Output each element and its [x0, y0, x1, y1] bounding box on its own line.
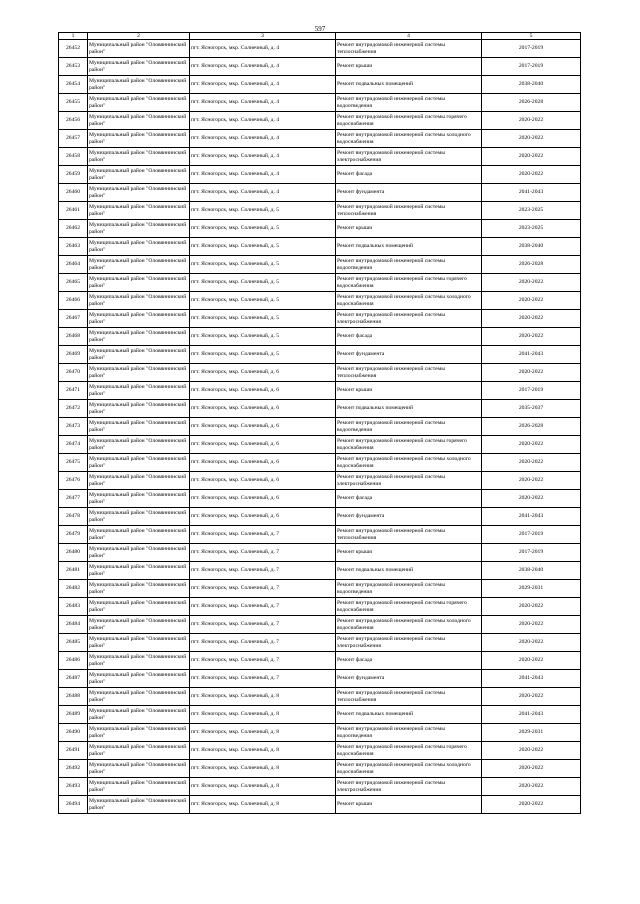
work-type-cell: Ремонт фундамента: [336, 184, 482, 202]
table-row: [59, 706, 581, 724]
work-type-cell: Ремонт внутридомовой инженерной системы холодного водоснабжения: [336, 292, 482, 310]
table-row: [59, 634, 581, 652]
period-cell: 2017-2019: [482, 40, 581, 58]
address-cell: пгт. Ясногорск, мкр. Солнечный, д. 5: [190, 346, 336, 364]
table-row: [59, 40, 581, 58]
table-row: [59, 202, 581, 220]
table-row: [59, 112, 581, 130]
table-row: [59, 58, 581, 76]
table-row: [59, 184, 581, 202]
address-cell: пгт. Ясногорск, мкр. Солнечный, д. 4: [190, 112, 336, 130]
table-row: [59, 562, 581, 580]
work-type-cell: Ремонт внутридомовой инженерной системы электроснабжения: [336, 148, 482, 166]
row-number: 26493: [59, 778, 88, 796]
table-row: [59, 760, 581, 778]
municipality-cell: Муниципальный район "Оловяннинский район": [88, 184, 190, 202]
address-cell: пгт. Ясногорск, мкр. Солнечный, д. 7: [190, 652, 336, 670]
period-cell: 2017-2019: [482, 382, 581, 400]
address-cell: пгт. Ясногорск, мкр. Солнечный, д. 8: [190, 796, 336, 814]
table-row: [59, 328, 581, 346]
municipality-cell: Муниципальный район "Оловяннинский район": [88, 544, 190, 562]
municipality-cell: Муниципальный район "Оловяннинский район": [88, 670, 190, 688]
table-row: [59, 274, 581, 292]
work-type-cell: Ремонт внутридомовой инженерной системы водоотведения: [336, 94, 482, 112]
work-type-cell: Ремонт внутридомовой инженерной системы электроснабжения: [336, 778, 482, 796]
table-row: [59, 526, 581, 544]
row-number: 26458: [59, 148, 88, 166]
municipality-cell: Муниципальный район "Оловяннинский район": [88, 364, 190, 382]
row-number: 26485: [59, 634, 88, 652]
period-cell: 2041-2043: [482, 346, 581, 364]
row-number: 26471: [59, 382, 88, 400]
municipality-cell: Муниципальный район "Оловяннинский район": [88, 400, 190, 418]
row-number: 26476: [59, 472, 88, 490]
work-type-cell: Ремонт подвальных помещений: [336, 76, 482, 94]
work-type-cell: Ремонт фасада: [336, 166, 482, 184]
address-cell: пгт. Ясногорск, мкр. Солнечный, д. 8: [190, 706, 336, 724]
work-type-cell: Ремонт фундамента: [336, 346, 482, 364]
address-cell: пгт. Ясногорск, мкр. Солнечный, д. 6: [190, 436, 336, 454]
work-type-cell: Ремонт подвальных помещений: [336, 400, 482, 418]
table-row: [59, 688, 581, 706]
row-number: 26487: [59, 670, 88, 688]
row-number: 26489: [59, 706, 88, 724]
work-type-cell: Ремонт внутридомовой инженерной системы водоотведения: [336, 580, 482, 598]
table-row: [59, 148, 581, 166]
address-cell: пгт. Ясногорск, мкр. Солнечный, д. 8: [190, 724, 336, 742]
row-number: 26472: [59, 400, 88, 418]
address-cell: пгт. Ясногорск, мкр. Солнечный, д. 6: [190, 454, 336, 472]
municipality-cell: Муниципальный район "Оловяннинский район": [88, 112, 190, 130]
address-cell: пгт. Ясногорск, мкр. Солнечный, д. 4: [190, 94, 336, 112]
address-cell: пгт. Ясногорск, мкр. Солнечный, д. 6: [190, 490, 336, 508]
period-cell: 2026-2028: [482, 418, 581, 436]
row-number: 26457: [59, 130, 88, 148]
table-row: [59, 778, 581, 796]
column-number-row: [59, 33, 581, 40]
period-cell: 2020-2022: [482, 490, 581, 508]
row-number: 26477: [59, 490, 88, 508]
row-number: 26474: [59, 436, 88, 454]
table-row: [59, 544, 581, 562]
work-type-cell: Ремонт внутридомовой инженерной системы холодного водоснабжения: [336, 454, 482, 472]
row-number: 26494: [59, 796, 88, 814]
table-row: [59, 238, 581, 256]
address-cell: пгт. Ясногорск, мкр. Солнечный, д. 5: [190, 292, 336, 310]
address-cell: пгт. Ясногорск, мкр. Солнечный, д. 5: [190, 202, 336, 220]
municipality-cell: Муниципальный район "Оловяннинский район": [88, 274, 190, 292]
municipality-cell: Муниципальный район "Оловяннинский район": [88, 598, 190, 616]
column-header: 5: [482, 33, 581, 40]
row-number: 26465: [59, 274, 88, 292]
row-number: 26453: [59, 58, 88, 76]
work-type-cell: Ремонт внутридомовой инженерной системы электроснабжения: [336, 310, 482, 328]
work-type-cell: Ремонт крыши: [336, 220, 482, 238]
work-type-cell: Ремонт внутридомовой инженерной системы горячего водоснабжения: [336, 112, 482, 130]
work-type-cell: Ремонт фундамента: [336, 670, 482, 688]
table-row: [59, 742, 581, 760]
municipality-cell: Муниципальный район "Оловяннинский район": [88, 94, 190, 112]
row-number: 26452: [59, 40, 88, 58]
row-number: 26466: [59, 292, 88, 310]
municipality-cell: Муниципальный район "Оловяннинский район": [88, 742, 190, 760]
period-cell: 2020-2022: [482, 796, 581, 814]
period-cell: 2020-2022: [482, 130, 581, 148]
address-cell: пгт. Ясногорск, мкр. Солнечный, д. 7: [190, 562, 336, 580]
row-number: 26488: [59, 688, 88, 706]
address-cell: пгт. Ясногорск, мкр. Солнечный, д. 4: [190, 184, 336, 202]
municipality-cell: Муниципальный район "Оловяннинский район": [88, 220, 190, 238]
table-row: [59, 292, 581, 310]
period-cell: 2020-2022: [482, 274, 581, 292]
period-cell: 2020-2022: [482, 310, 581, 328]
table-row: [59, 364, 581, 382]
row-number: 26455: [59, 94, 88, 112]
work-type-cell: Ремонт внутридомовой инженерной системы холодного водоснабжения: [336, 616, 482, 634]
address-cell: пгт. Ясногорск, мкр. Солнечный, д. 5: [190, 310, 336, 328]
municipality-cell: Муниципальный район "Оловяннинский район": [88, 760, 190, 778]
address-cell: пгт. Ясногорск, мкр. Солнечный, д. 6: [190, 364, 336, 382]
work-type-cell: Ремонт крыши: [336, 58, 482, 76]
table-row: [59, 796, 581, 814]
municipality-cell: Муниципальный район "Оловяннинский район": [88, 58, 190, 76]
period-cell: 2035-2037: [482, 400, 581, 418]
municipality-cell: Муниципальный район "Оловяннинский район": [88, 778, 190, 796]
municipality-cell: Муниципальный район "Оловяннинский район": [88, 238, 190, 256]
address-cell: пгт. Ясногорск, мкр. Солнечный, д. 7: [190, 544, 336, 562]
municipality-cell: Муниципальный район "Оловяннинский район": [88, 562, 190, 580]
work-type-cell: Ремонт внутридомовой инженерной системы водоотведения: [336, 724, 482, 742]
period-cell: 2020-2022: [482, 778, 581, 796]
work-type-cell: Ремонт внутридомовой инженерной системы холодного водоснабжения: [336, 760, 482, 778]
work-type-cell: Ремонт внутридомовой инженерной системы электроснабжения: [336, 634, 482, 652]
period-cell: 2020-2022: [482, 364, 581, 382]
municipality-cell: Муниципальный район "Оловяннинский район": [88, 454, 190, 472]
period-cell: 2020-2022: [482, 652, 581, 670]
period-cell: 2038-2040: [482, 238, 581, 256]
municipality-cell: Муниципальный район "Оловяннинский район": [88, 580, 190, 598]
column-header: 4: [336, 33, 482, 40]
table-row: [59, 490, 581, 508]
row-number: 26478: [59, 508, 88, 526]
row-number: 26475: [59, 454, 88, 472]
table-row: [59, 220, 581, 238]
work-type-cell: Ремонт внутридомовой инженерной системы водоотведения: [336, 418, 482, 436]
work-type-cell: Ремонт фасада: [336, 490, 482, 508]
address-cell: пгт. Ясногорск, мкр. Солнечный, д. 4: [190, 58, 336, 76]
work-type-cell: Ремонт фасада: [336, 652, 482, 670]
municipality-cell: Муниципальный район "Оловяннинский район": [88, 346, 190, 364]
column-header: 1: [59, 33, 88, 40]
period-cell: 2038-2040: [482, 76, 581, 94]
municipality-cell: Муниципальный район "Оловяннинский район": [88, 688, 190, 706]
table-row: [59, 580, 581, 598]
address-cell: пгт. Ясногорск, мкр. Солнечный, д. 7: [190, 526, 336, 544]
municipality-cell: Муниципальный район "Оловяннинский район": [88, 418, 190, 436]
table-row: [59, 670, 581, 688]
municipality-cell: Муниципальный район "Оловяннинский район": [88, 724, 190, 742]
period-cell: 2020-2022: [482, 760, 581, 778]
table-row: [59, 508, 581, 526]
table-row: [59, 382, 581, 400]
municipality-cell: Муниципальный район "Оловяннинский район": [88, 706, 190, 724]
row-number: 26492: [59, 760, 88, 778]
row-number: 26456: [59, 112, 88, 130]
column-header: 3: [190, 33, 336, 40]
address-cell: пгт. Ясногорск, мкр. Солнечный, д. 7: [190, 616, 336, 634]
address-cell: пгт. Ясногорск, мкр. Солнечный, д. 7: [190, 634, 336, 652]
table-row: [59, 310, 581, 328]
address-cell: пгт. Ясногорск, мкр. Солнечный, д. 5: [190, 256, 336, 274]
period-cell: 2020-2022: [482, 616, 581, 634]
municipality-cell: Муниципальный район "Оловяннинский район": [88, 472, 190, 490]
municipality-cell: Муниципальный район "Оловяннинский район": [88, 490, 190, 508]
page-number: 597: [314, 25, 326, 33]
table-row: [59, 418, 581, 436]
period-cell: 2038-2040: [482, 562, 581, 580]
address-cell: пгт. Ясногорск, мкр. Солнечный, д. 5: [190, 274, 336, 292]
address-cell: пгт. Ясногорск, мкр. Солнечный, д. 4: [190, 130, 336, 148]
period-cell: 2020-2022: [482, 436, 581, 454]
municipality-cell: Муниципальный район "Оловяннинский район": [88, 652, 190, 670]
work-type-cell: Ремонт подвальных помещений: [336, 706, 482, 724]
municipality-cell: Муниципальный район "Оловяннинский район": [88, 508, 190, 526]
row-number: 26468: [59, 328, 88, 346]
table-row: [59, 436, 581, 454]
row-number: 26480: [59, 544, 88, 562]
work-type-cell: Ремонт внутридомовой инженерной системы горячего водоснабжения: [336, 598, 482, 616]
table-row: [59, 256, 581, 274]
work-type-cell: Ремонт внутридомовой инженерной системы холодного водоснабжения: [336, 130, 482, 148]
municipality-cell: Муниципальный район "Оловяннинский район": [88, 310, 190, 328]
municipality-cell: Муниципальный район "Оловяннинский район": [88, 202, 190, 220]
work-type-cell: Ремонт подвальных помещений: [336, 238, 482, 256]
municipality-cell: Муниципальный район "Оловяннинский район": [88, 634, 190, 652]
work-type-cell: Ремонт внутридомовой инженерной системы теплоснабжения: [336, 364, 482, 382]
row-number: 26491: [59, 742, 88, 760]
row-number: 26482: [59, 580, 88, 598]
municipality-cell: Муниципальный район "Оловяннинский район": [88, 526, 190, 544]
period-cell: 2020-2022: [482, 166, 581, 184]
period-cell: 2023-2025: [482, 202, 581, 220]
period-cell: 2023-2025: [482, 220, 581, 238]
address-cell: пгт. Ясногорск, мкр. Солнечный, д. 4: [190, 40, 336, 58]
work-type-cell: Ремонт внутридомовой инженерной системы теплоснабжения: [336, 688, 482, 706]
municipality-cell: Муниципальный район "Оловяннинский район": [88, 616, 190, 634]
address-cell: пгт. Ясногорск, мкр. Солнечный, д. 6: [190, 472, 336, 490]
row-number: 26461: [59, 202, 88, 220]
row-number: 26473: [59, 418, 88, 436]
table-row: [59, 346, 581, 364]
period-cell: 2020-2022: [482, 112, 581, 130]
period-cell: 2017-2019: [482, 544, 581, 562]
row-number: 26484: [59, 616, 88, 634]
municipality-cell: Муниципальный район "Оловяннинский район": [88, 796, 190, 814]
row-number: 26459: [59, 166, 88, 184]
period-cell: 2026-2028: [482, 94, 581, 112]
work-type-cell: Ремонт внутридомовой инженерной системы водоотведения: [336, 256, 482, 274]
address-cell: пгт. Ясногорск, мкр. Солнечный, д. 8: [190, 742, 336, 760]
row-number: 26454: [59, 76, 88, 94]
table-row: [59, 400, 581, 418]
address-cell: пгт. Ясногорск, мкр. Солнечный, д. 8: [190, 778, 336, 796]
repair-schedule-table: [58, 32, 581, 814]
table-row: [59, 130, 581, 148]
work-type-cell: Ремонт фасада: [336, 328, 482, 346]
row-number: 26462: [59, 220, 88, 238]
municipality-cell: Муниципальный район "Оловяннинский район": [88, 166, 190, 184]
work-type-cell: Ремонт внутридомовой инженерной системы горячего водоснабжения: [336, 436, 482, 454]
period-cell: 2020-2022: [482, 598, 581, 616]
row-number: 26481: [59, 562, 88, 580]
row-number: 26460: [59, 184, 88, 202]
table-row: [59, 472, 581, 490]
period-cell: 2029-2031: [482, 580, 581, 598]
address-cell: пгт. Ясногорск, мкр. Солнечный, д. 4: [190, 148, 336, 166]
work-type-cell: Ремонт внутридомовой инженерной системы теплоснабжения: [336, 202, 482, 220]
address-cell: пгт. Ясногорск, мкр. Солнечный, д. 4: [190, 166, 336, 184]
work-type-cell: Ремонт внутридомовой инженерной системы горячего водоснабжения: [336, 274, 482, 292]
municipality-cell: Муниципальный район "Оловяннинский район": [88, 436, 190, 454]
period-cell: 2041-2043: [482, 706, 581, 724]
work-type-cell: Ремонт внутридомовой инженерной системы горячего водоснабжения: [336, 742, 482, 760]
municipality-cell: Муниципальный район "Оловяннинский район": [88, 292, 190, 310]
address-cell: пгт. Ясногорск, мкр. Солнечный, д. 7: [190, 580, 336, 598]
address-cell: пгт. Ясногорск, мкр. Солнечный, д. 5: [190, 328, 336, 346]
period-cell: 2026-2028: [482, 256, 581, 274]
municipality-cell: Муниципальный район "Оловяннинский район": [88, 40, 190, 58]
municipality-cell: Муниципальный район "Оловяннинский район": [88, 382, 190, 400]
address-cell: пгт. Ясногорск, мкр. Солнечный, д. 8: [190, 760, 336, 778]
address-cell: пгт. Ясногорск, мкр. Солнечный, д. 7: [190, 598, 336, 616]
address-cell: пгт. Ясногорск, мкр. Солнечный, д. 6: [190, 418, 336, 436]
period-cell: 2020-2022: [482, 148, 581, 166]
period-cell: 2020-2022: [482, 454, 581, 472]
table-row: [59, 598, 581, 616]
table-row: [59, 94, 581, 112]
address-cell: пгт. Ясногорск, мкр. Солнечный, д. 4: [190, 76, 336, 94]
period-cell: 2041-2043: [482, 508, 581, 526]
work-type-cell: Ремонт фундамента: [336, 508, 482, 526]
address-cell: пгт. Ясногорск, мкр. Солнечный, д. 6: [190, 508, 336, 526]
table-row: [59, 616, 581, 634]
work-type-cell: Ремонт внутридомовой инженерной системы теплоснабжения: [336, 526, 482, 544]
municipality-cell: Муниципальный район "Оловяннинский район": [88, 76, 190, 94]
period-cell: 2020-2022: [482, 688, 581, 706]
period-cell: 2029-2031: [482, 724, 581, 742]
work-type-cell: Ремонт крыши: [336, 544, 482, 562]
table-body: [59, 40, 581, 814]
period-cell: 2041-2043: [482, 670, 581, 688]
row-number: 26490: [59, 724, 88, 742]
table-row: [59, 76, 581, 94]
period-cell: 2020-2022: [482, 292, 581, 310]
table-row: [59, 724, 581, 742]
address-cell: пгт. Ясногорск, мкр. Солнечный, д. 7: [190, 670, 336, 688]
period-cell: 2041-2043: [482, 184, 581, 202]
municipality-cell: Муниципальный район "Оловяннинский район": [88, 328, 190, 346]
row-number: 26464: [59, 256, 88, 274]
row-number: 26483: [59, 598, 88, 616]
row-number: 26469: [59, 346, 88, 364]
address-cell: пгт. Ясногорск, мкр. Солнечный, д. 5: [190, 238, 336, 256]
work-type-cell: Ремонт крыши: [336, 382, 482, 400]
municipality-cell: Муниципальный район "Оловяннинский район": [88, 148, 190, 166]
work-type-cell: Ремонт внутридомовой инженерной системы электроснабжения: [336, 472, 482, 490]
address-cell: пгт. Ясногорск, мкр. Солнечный, д. 8: [190, 688, 336, 706]
work-type-cell: Ремонт внутридомовой инженерной системы теплоснабжения: [336, 40, 482, 58]
address-cell: пгт. Ясногорск, мкр. Солнечный, д. 6: [190, 400, 336, 418]
period-cell: 2020-2022: [482, 472, 581, 490]
row-number: 26486: [59, 652, 88, 670]
municipality-cell: Муниципальный район "Оловяннинский район": [88, 130, 190, 148]
work-type-cell: Ремонт подвальных помещений: [336, 562, 482, 580]
row-number: 26470: [59, 364, 88, 382]
column-header: 2: [88, 33, 190, 40]
period-cell: 2017-2019: [482, 526, 581, 544]
table-row: [59, 652, 581, 670]
period-cell: 2017-2019: [482, 58, 581, 76]
row-number: 26463: [59, 238, 88, 256]
period-cell: 2020-2022: [482, 742, 581, 760]
row-number: 26467: [59, 310, 88, 328]
table-row: [59, 454, 581, 472]
municipality-cell: Муниципальный район "Оловяннинский район": [88, 256, 190, 274]
address-cell: пгт. Ясногорск, мкр. Солнечный, д. 5: [190, 220, 336, 238]
work-type-cell: Ремонт крыши: [336, 796, 482, 814]
address-cell: пгт. Ясногорск, мкр. Солнечный, д. 6: [190, 382, 336, 400]
table-row: [59, 166, 581, 184]
period-cell: 2020-2022: [482, 634, 581, 652]
period-cell: 2020-2022: [482, 328, 581, 346]
row-number: 26479: [59, 526, 88, 544]
